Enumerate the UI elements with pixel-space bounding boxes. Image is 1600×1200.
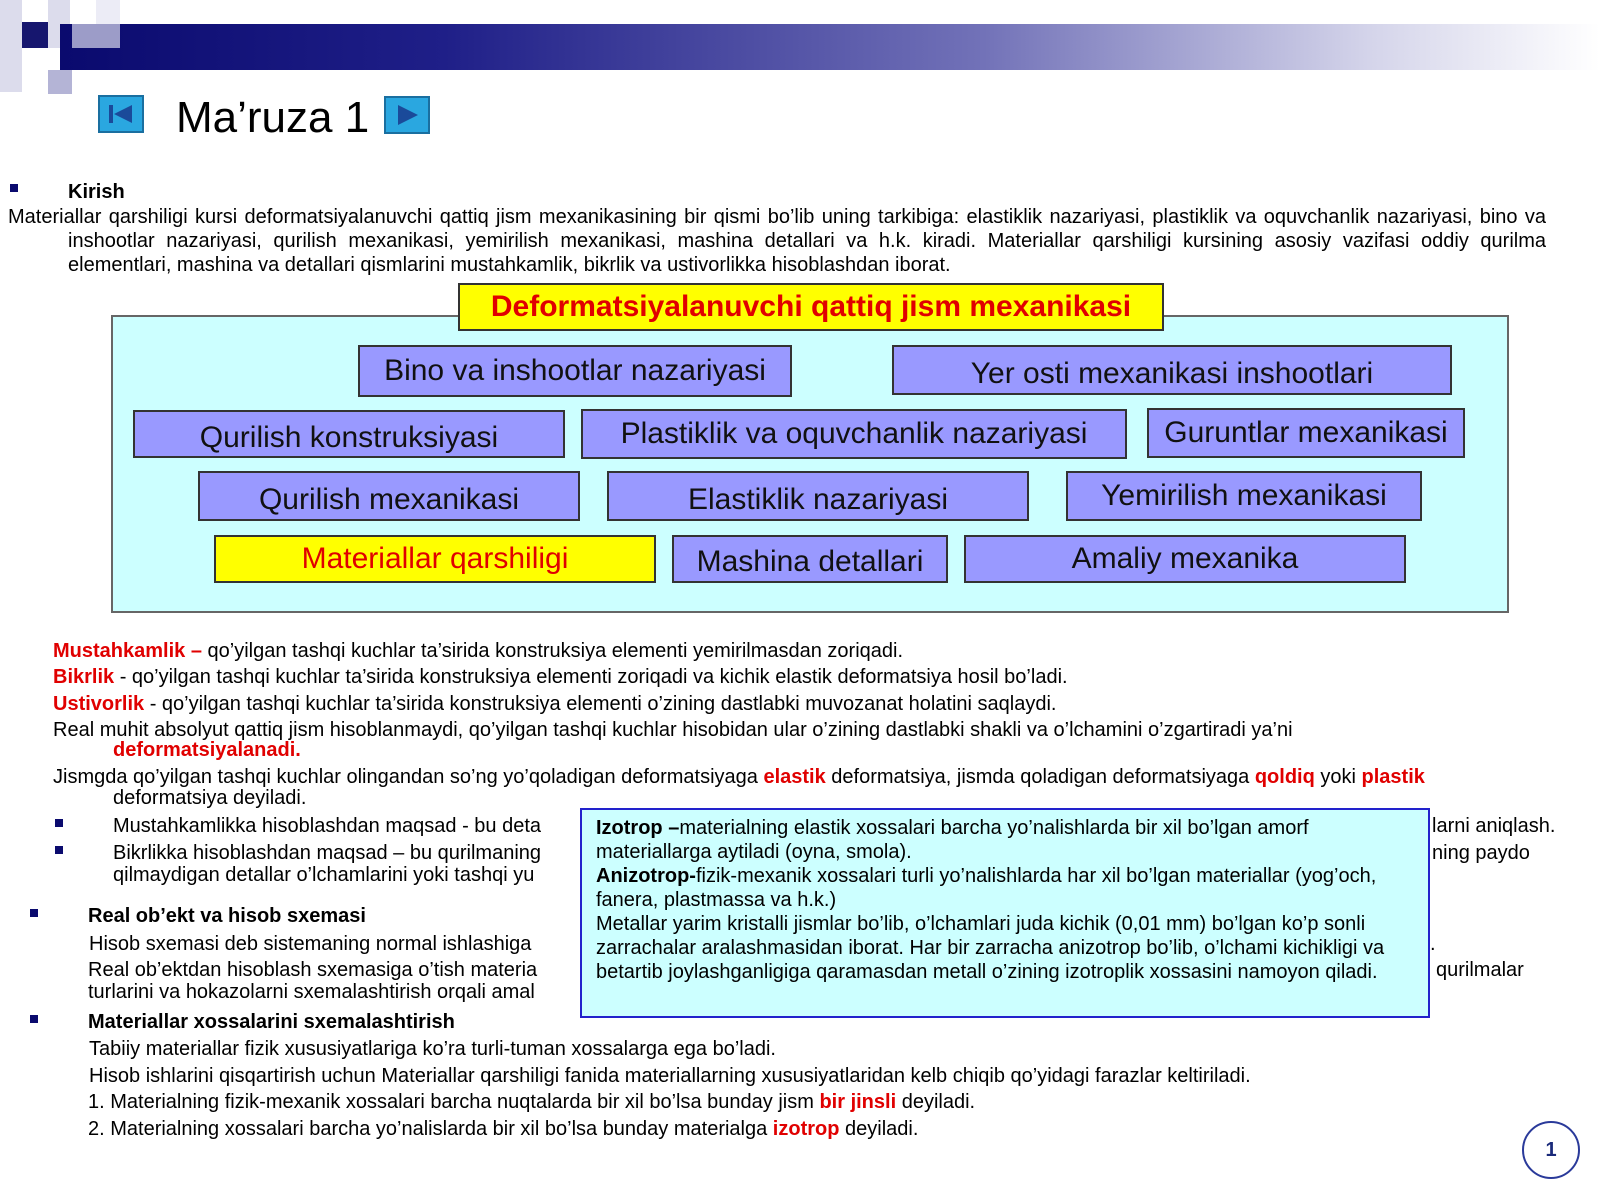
diagram-node: Qurilish konstruksiyasi (133, 410, 565, 458)
section-heading: Materiallar xossalarini sxemalashtirish (88, 1011, 455, 1033)
header-decoration (0, 0, 22, 92)
definition-text: - qo’yilgan tashqi kuchlar ta’sirida konstruksiya elementi o’zining dastlabki muvozanat holatini saqlaydi. (144, 693, 1057, 715)
diagram-node: Mashina detallari (672, 535, 948, 583)
bullet-text: qilmaydigan detallar o’lchamlarini yoki tashqi yu (113, 864, 535, 886)
definition-text: qo’yilgan tashqi kuchlar ta’sirida konstruksiya elementi yemirilmasdan zoriqadi. (201, 640, 904, 662)
diagram-node: Elastiklik nazariyasi (607, 471, 1029, 521)
text: Jismgda qo’yilgan tashqi kuchlar olingandan so’ng yo’qoladigan deformatsiyaga (53, 766, 764, 788)
diagram-node: Qurilish mexanikasi (198, 471, 580, 521)
popup-anizotrop (596, 864, 1414, 912)
diagram-node-highlighted: Materiallar qarshiligi (214, 535, 656, 583)
definition-text: fizik-mexanik xossalari turli yo’nalishlarda har xil bo’lgan materiallar (yog’och, fanera, plastmassa va h.k.) (596, 865, 1377, 911)
diagram-title: Deformatsiyalanuvchi qattiq jism mexanikasi (458, 283, 1164, 331)
definition-text: materialning elastik xossalari barcha yo’nalishlarda bir xil bo’lgan amorf materiallarga aytiladi (oyna, smola). (596, 817, 1309, 863)
slide-title: Ma’ruza 1 (176, 93, 370, 142)
term: plastik (1361, 766, 1425, 788)
header-decoration (72, 24, 120, 48)
deformation-types-line-2: deformatsiya deyiladi. (113, 787, 307, 809)
text: deyiladi. (839, 1118, 919, 1140)
diagram-node: Yemirilish mexanikasi (1066, 471, 1422, 521)
term: izotrop (772, 1118, 840, 1140)
text: 2. Materialning xossalari barcha yo’nalislarda bir xil bo’lsa bunday materialga (88, 1118, 773, 1140)
text: deyiladi. (896, 1091, 976, 1113)
section-text: Hisob ishlarini qisqartirish uchun Materiallar qarshiligi fanida materiallarning xususiyatlaridan kelb chiqib qo’yidagi farazlar keltiriladi. (89, 1065, 1251, 1087)
page-number-badge[interactable]: 1 (1522, 1121, 1580, 1179)
info-popup (580, 808, 1430, 1018)
diagram-node: Amaliy mexanika (964, 535, 1406, 583)
popup-izotrop (596, 816, 1414, 864)
play-icon (392, 103, 422, 127)
popup-metallar: Metallar yarim kristalli jismlar bo’lib, o’lchamlari juda kichik (0,01 mm) bo’lgan ko’p sonli zarrachalar aralashmasidan iborat. Har bir zarracha anizotrop bo’lib, o’lchami kichikligi va betartib joylashganligiga qaramasdan metall o’zining izotroplik xossasini namoyon qiladi. (596, 913, 1385, 983)
diagram-node: Guruntlar mexanikasi (1147, 408, 1465, 458)
bullet-icon (30, 909, 38, 917)
intro-paragraph: Materiallar qarshiligi kursi deformatsiyalanuvchi qattiq jism mexanikasining bir qismi bo’lib uning tarkibiga: elastiklik nazariyasi, plastiklik va oquvchanlik nazariyasi, bino va inshootlar nazariyasi, qurilish mexanikasi, yemirilish mexanikasi, mashina detallari va h.k. kiradi. Materiallar qarshiligi kursining asosiy vazifasi oddiy qurilma elementlari, mashina va detallari qismlarini mustahkamlik, bikrlik va ustivorlikka hisoblashdan iborat. (8, 206, 1546, 276)
bullet-text: ning paydo (1432, 842, 1530, 864)
header-decoration (48, 70, 72, 94)
bullet-icon (30, 1015, 38, 1023)
term: elastik (763, 766, 826, 788)
term: qoldiq (1254, 766, 1315, 788)
next-slide-button[interactable] (384, 96, 430, 134)
diagram-node: Plastiklik va oquvchanlik nazariyasi (581, 409, 1127, 459)
section-text: qurilmalar (1436, 959, 1524, 981)
assumption-item (88, 1117, 918, 1141)
definition-bikrlik (53, 665, 1068, 689)
section-text: Tabiiy materiallar fizik xususiyatlariga ko’ra turli-tuman xossalarga ega bo’ladi. (89, 1038, 776, 1060)
definition-text: - qo’yilgan tashqi kuchlar ta’sirida konstruksiya elementi zoriqadi va kichik elastik deformatsiya hosil bo’ladi. (114, 666, 1068, 688)
bullet-icon (55, 846, 63, 854)
header-gradient-bar (60, 24, 1600, 70)
term: Izotrop – (596, 817, 680, 839)
bullet-icon (55, 819, 63, 827)
term: Bikrlik (53, 666, 115, 688)
assumption-item (88, 1090, 975, 1114)
bullet-text: Bikrlikka hisoblashdan maqsad – bu qurilmaning (113, 842, 542, 864)
text: yoki (1314, 766, 1362, 788)
text: deformatsiya, jismda qoladigan deformatsiyaga (825, 766, 1255, 788)
diagram-node: Yer osti mexanikasi inshootlari (892, 345, 1452, 395)
term: bir jinsli (819, 1091, 897, 1113)
definition-mustahkamlik (53, 639, 903, 663)
bullet-text: larni aniqlash. (1432, 815, 1556, 837)
header-decoration (96, 0, 120, 24)
section-text: . (1430, 933, 1436, 955)
term: Mustahkamlik – (53, 640, 202, 662)
term: Anizotrop- (596, 865, 696, 887)
header-decoration (22, 22, 48, 48)
definition-ustivorlik (53, 692, 1057, 716)
text: 1. Materialning fizik-mexanik xossalari barcha nuqtalarda bir xil bo’lsa bunday jism (88, 1091, 820, 1113)
term-deformatsiyalanadi: deformatsiyalanadi. (113, 739, 301, 761)
diagram-node: Bino va inshootlar nazariyasi (358, 345, 792, 397)
section-text: Real ob’ektdan hisoblash sxemasiga o’tish materia (88, 959, 538, 981)
section-heading: Real ob’ekt va hisob sxemasi (88, 905, 366, 927)
bullet-icon (10, 184, 18, 192)
previous-slide-button[interactable] (98, 95, 144, 133)
section-text: Hisob sxemasi deb sistemaning normal ishlashiga (89, 933, 532, 955)
section-text: turlarini va hokazolarni sxemalashtirish orqali amal (88, 981, 535, 1003)
bullet-text: Mustahkamlikka hisoblashdan maqsad - bu deta (113, 815, 542, 837)
skip-back-icon (106, 102, 136, 126)
term: Ustivorlik (53, 693, 145, 715)
intro-heading: Kirish (68, 181, 125, 203)
real-media-line: Real muhit absolyut qattiq jism hisoblanmaydi, qo’yilgan tashqi kuchlar hisobidan ular o’zining dastlabki shakli va o’lchamini o’zgartiradi ya’ni (53, 719, 1293, 741)
